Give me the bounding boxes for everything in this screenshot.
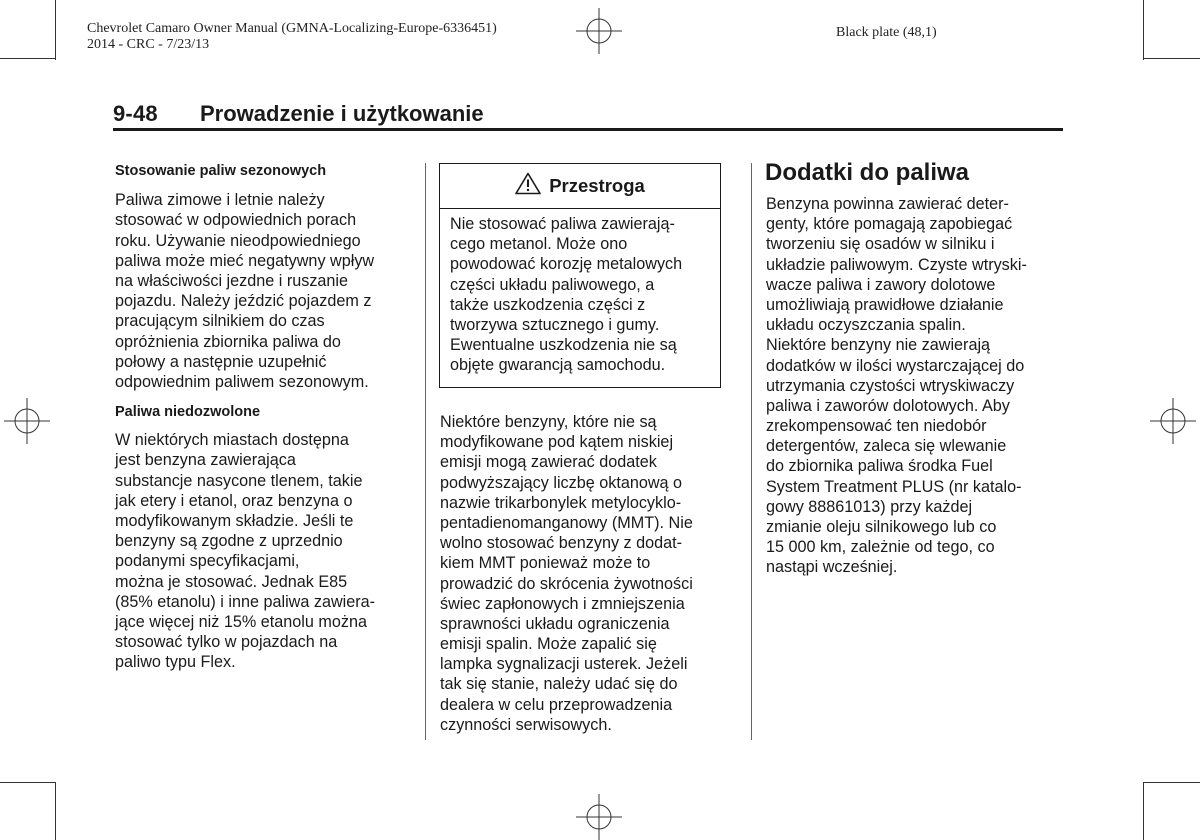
text-line: opróżnienia zbiornika paliwa do [115, 332, 341, 351]
text-line: tworzywa sztucznego i gumy. [450, 315, 660, 334]
text-line: jest benzyna zawierająca [115, 451, 296, 470]
text-line: odpowiednim paliwem sezonowym. [115, 372, 369, 391]
paragraph-fuel-additives [766, 194, 1027, 578]
crop-mark [1143, 782, 1200, 783]
print-meta-line1: Chevrolet Camaro Owner Manual (GMNA-Localizing-Europe-6336451) [87, 21, 497, 36]
text-line: paliwa i zaworów dolotowych. Aby [766, 396, 1010, 415]
plate-label: Black plate (48,1) [836, 25, 937, 40]
paragraph-seasonal-fuel [115, 190, 375, 392]
text-line: cego metanol. Może ono [450, 235, 628, 254]
text-line: Niektóre benzyny nie zawierają [766, 336, 991, 355]
crop-mark [55, 782, 56, 840]
text-line: dodatków w ilości wystarczającej do [766, 356, 1025, 375]
text-line: nastąpi wcześniej. [766, 558, 898, 577]
text-line: tak się stanie, należy udać się do [440, 675, 678, 694]
section-title: Prowadzenie i użytkowanie [200, 101, 484, 126]
text-line: kiem MMT ponieważ może to [440, 554, 651, 573]
text-line: połowy a następnie uzupełnić [115, 352, 327, 371]
text-line: Ewentualne uszkodzenia nie są [450, 336, 677, 355]
text-line: utrzymania czystości wtryskiwaczy [766, 376, 1015, 395]
text-line: Niektóre benzyny, które nie są [440, 413, 657, 431]
subheading-prohibited-fuel: Paliwa niedozwolone [115, 404, 261, 421]
text-line: do zbiornika paliwa środka Fuel [766, 457, 993, 476]
text-line: sprawności układu ograniczenia [440, 614, 670, 633]
text-line: modyfikowane pod kątem niskiej [440, 433, 674, 452]
paragraph-mmt [440, 412, 693, 735]
text-line: (85% etanolu) i inne paliwa zawiera- [115, 592, 376, 611]
text-line: podwyższający liczbę oktanową o [440, 473, 683, 492]
text-line: detergentów, zaleca się wlewanie [766, 437, 1007, 456]
caution-text [440, 209, 720, 376]
caution-title: Przestroga [549, 175, 645, 196]
text-line: 15 000 km, zależnie od tego, co [766, 538, 995, 557]
crop-mark [1143, 58, 1200, 59]
text-line: jące więcej niż 15% etanolu można [115, 612, 367, 631]
paragraph-prohibited-fuel [115, 430, 375, 672]
crop-mark [0, 58, 56, 59]
text-line: modyfikowanym składzie. Jeśli te [115, 512, 354, 530]
text-line: układzie paliwowym. Czyste wtryski- [766, 255, 1027, 274]
text-line: tworzeniu się osadów w silniku i [766, 235, 995, 254]
subheading-seasonal-fuel: Stosowanie paliw sezonowych [115, 163, 327, 179]
crop-mark [1143, 0, 1144, 60]
text-line: świec zapłonowych i zmniejszenia [440, 594, 685, 613]
text-line: substancje nasycone tlenem, takie [115, 471, 363, 490]
registration-mark-icon [4, 398, 50, 444]
text-line: umożliwiają prawidłowe działanie [766, 295, 1004, 314]
text-line: lampka sygnalizacji usterek. Jeżeli [440, 655, 688, 674]
text-line: powodować korozję metalowych [450, 255, 683, 274]
column-divider [425, 163, 426, 740]
text-line: emisji spalin. Może zapalić się [440, 635, 657, 654]
text-line: na właściwości jezdne i ruszanie [115, 271, 349, 290]
caution-box [439, 163, 721, 388]
text-line: także uszkodzenia części z [450, 295, 646, 314]
text-line: gowy 88861013) przy każdej [766, 497, 973, 516]
crop-mark [55, 0, 56, 60]
registration-mark-icon [576, 8, 622, 54]
page-number: 9-48 [113, 101, 158, 126]
text-line: Benzyna powinna zawierać deter- [766, 195, 1009, 213]
text-line: roku. Używanie nieodpowiedniego [115, 231, 361, 250]
text-line: dealera w celu przeprowadzenia [440, 695, 673, 714]
text-line: pojazdu. Należy jeździć pojazdem z [115, 292, 372, 311]
text-line: prowadzić do skrócenia żywotności [440, 574, 693, 593]
text-line: zmianie oleju silnikowego lub co [766, 518, 997, 536]
caution-header [440, 164, 720, 209]
text-line: paliwo typu Flex. [115, 653, 236, 672]
registration-mark-icon [576, 794, 622, 840]
text-line: paliwa może mieć negatywny wpływ [115, 251, 375, 270]
text-line: wolno stosować benzyny z dodat- [440, 534, 683, 553]
registration-mark-icon [1150, 398, 1196, 444]
text-line: Nie stosować paliwa zawierają- [450, 215, 675, 233]
text-line: nazwie trikarbonylek metylocyklo- [440, 493, 682, 512]
warning-triangle-icon [515, 172, 541, 200]
text-line: zrekompensować ten niedobór [766, 417, 987, 436]
crop-mark [0, 782, 56, 783]
text-line: pracującym silnikiem do czas [115, 312, 325, 331]
heading-fuel-additives: Dodatki do paliwa [765, 159, 970, 186]
text-line: stosować tylko w pojazdach na [115, 633, 338, 652]
print-meta-line2: 2014 - CRC - 7/23/13 [87, 37, 210, 52]
text-line: objęte gwarancją samochodu. [450, 356, 666, 375]
text-line: stosować w odpowiednich porach [115, 211, 357, 230]
text-line: W niektórych miastach dostępna [115, 431, 349, 450]
text-line: można je stosować. Jednak E85 [115, 572, 348, 591]
text-line: części układu paliwowego, a [450, 275, 655, 294]
text-line: Paliwa zimowe i letnie należy [115, 191, 325, 210]
header-rule [113, 128, 1063, 131]
crop-mark [1143, 782, 1144, 840]
text-line: jak etery i etanol, oraz benzyna o [115, 491, 353, 510]
text-line: benzyny są zgodne z uprzednio [115, 532, 343, 551]
text-line: czynności serwisowych. [440, 715, 612, 734]
text-line: wacze paliwa i zawory dolotowe [766, 275, 996, 294]
text-line: układu oczyszczania spalin. [766, 316, 966, 335]
text-line: podanymi specyfikacjami, [115, 552, 300, 571]
column-1 [115, 161, 375, 673]
text-line: genty, które pomagają zapobiegać [766, 215, 1013, 234]
column-divider [751, 163, 752, 740]
text-line: pentadienomanganowy (MMT). Nie [440, 513, 693, 532]
text-line: emisji mogą zawierać dodatek [440, 453, 657, 472]
text-line: System Treatment PLUS (nr katalo- [766, 477, 1022, 496]
